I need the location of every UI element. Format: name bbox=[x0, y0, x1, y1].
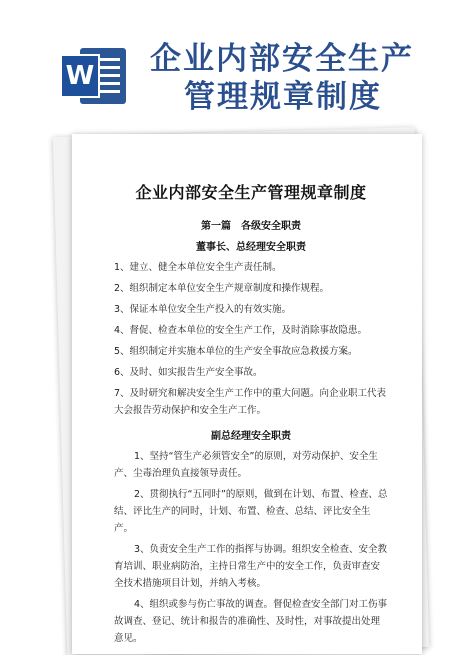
paragraph: 3、负责安全生产工作的指挥与协调。组织安全检查、安全教育培训、职业病防治，主持日常生产中的安全工作，负责审查安全技术措施项目计划，并纳入考核。 bbox=[114, 544, 388, 589]
section-heading-chairman: 董事长、总经理安全职责 bbox=[196, 242, 306, 253]
paragraph: 1、坚持“管生产必须管安全”的原则，对劳动保护、安全生产、尘毒治理负直接领导责任。 bbox=[114, 451, 378, 479]
list-item: 4、督促、检查本单位的安全生产工作，及时消除事故隐患。 bbox=[114, 325, 368, 336]
banner-title bbox=[150, 40, 450, 116]
banner bbox=[0, 0, 474, 138]
paragraph: 2、贯彻执行“五同时”的原则，做到在计划、布置、检查、总结、评比生产的同时，计划、布置、检查、总结、评比安全生产。 bbox=[114, 489, 388, 534]
banner-title-line2: 管理规章制度 bbox=[184, 79, 382, 115]
chapter-heading: 第一篇 各级安全职责 bbox=[201, 221, 301, 232]
word-letter-badge: W bbox=[60, 54, 100, 98]
list-item: 7、及时研究和解决安全生产工作中的重大问题。向企业职工代表大会报告劳动保护和安全生产工作。 bbox=[114, 388, 387, 416]
list-item: 2、组织制定本单位安全生产规章制度和操作规程。 bbox=[114, 283, 330, 294]
list-item: 5、组织制定并实施本单位的生产安全事故应急救援方案。 bbox=[114, 346, 358, 357]
banner-title-line1: 企业内部安全生产 bbox=[150, 41, 414, 77]
section-heading-vice-gm: 副总经理安全职责 bbox=[211, 431, 291, 442]
list-item: 3、保证本单位安全生产投入的有效实施。 bbox=[114, 304, 292, 315]
list-item: 1、建立、健全本单位安全生产责任制。 bbox=[114, 262, 282, 273]
paragraph: 4、组织或参与伤亡事故的调查。督促检查安全部门对工伤事故调查、登记、统计和报告的准确性、及时性，对事故提出处理意见。 bbox=[114, 599, 388, 644]
document-page bbox=[72, 134, 422, 654]
bottom-margin bbox=[0, 655, 474, 669]
list-item: 6、及时、如实报告生产安全事故。 bbox=[114, 367, 263, 378]
word-document-icon bbox=[58, 44, 128, 106]
document-title: 企业内部安全生产管理规章制度 bbox=[135, 183, 367, 202]
